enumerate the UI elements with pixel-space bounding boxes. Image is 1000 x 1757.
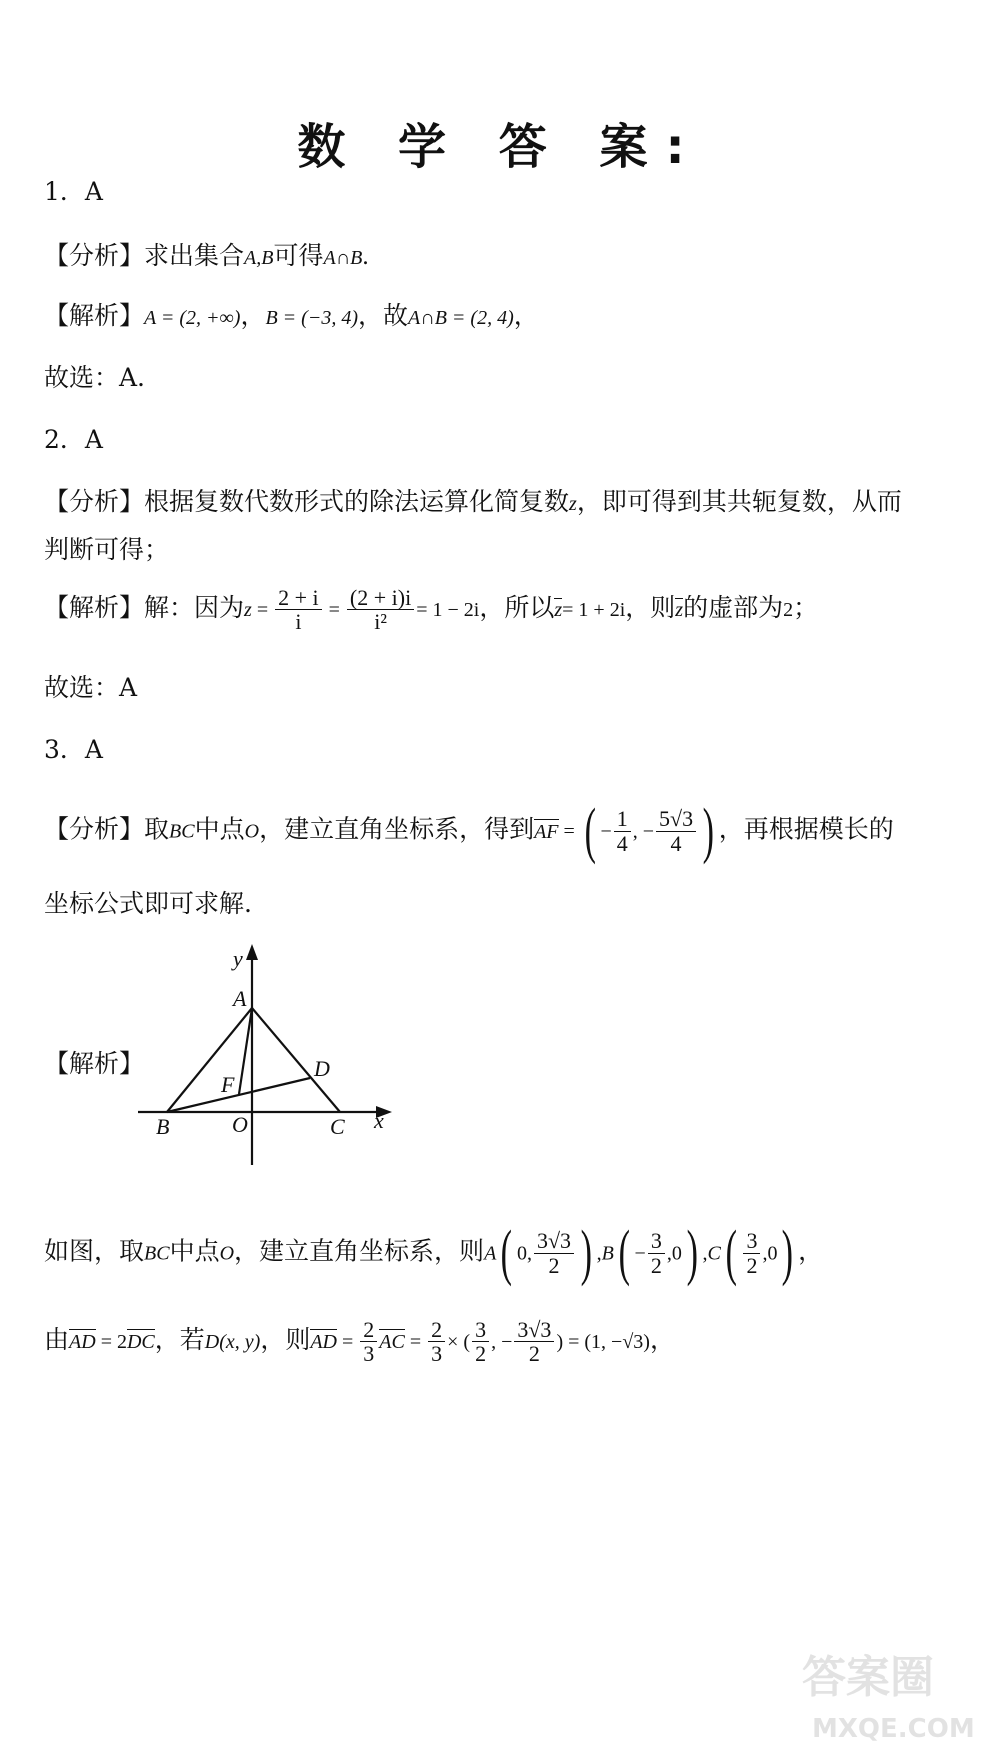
label-A: A — [233, 986, 247, 1011]
q2-ze: ，则 — [625, 593, 676, 623]
q2-analysis-line1 — [44, 482, 902, 518]
q2-solution: 【解析】解：因为z = $\frac{2 + i}{i}$ = $\frac{(2 + i)i}{\text{i²}}$ = 1 − 2i，所以z= 1 + 2i，则z的虚部为2； — [44, 585, 819, 635]
q1-analysis-text: 求出集合 — [144, 241, 245, 270]
q3-pA-y: $\frac{3√3}{2}$ — [534, 1229, 574, 1276]
q3-point-D: D(x, y) — [204, 1331, 261, 1354]
page-title: 数 学 答 案: — [297, 119, 703, 175]
label-D: D — [314, 1056, 330, 1081]
q2-analysis-label: 【分析】 — [44, 487, 145, 516]
q1-solution-label: 【解析】 — [44, 301, 145, 330]
q1-choice: 故选：A. — [44, 363, 146, 392]
q2-imag-val: 2 — [783, 599, 794, 622]
q1-solution-B: B = (−3, 4) — [265, 307, 358, 329]
triangle-coordinate-figure — [130, 940, 410, 1170]
q2-fraction-1: $\frac{2 + i}{i}$ — [275, 586, 322, 633]
watermark-logo — [782, 1637, 982, 1747]
q1-analysis-text2: 可得 — [273, 241, 324, 270]
q2-solution-pre: 解：因为 — [144, 593, 245, 623]
q3-af-x: $\frac{1}{4}$ — [614, 807, 631, 854]
svg-text:MXQE.COM: MXQE.COM — [812, 1714, 975, 1744]
q2-analysis-text-b: ，即可得到其共轭复数，从而 — [576, 487, 902, 516]
q3-pC-x: $\frac{3}{2}$ — [743, 1229, 760, 1276]
q3-vector-DC: DC — [126, 1331, 155, 1354]
svg-text:答案圈: 答案圈 — [802, 1652, 934, 1703]
label-y: y — [233, 946, 243, 971]
q2-choice: 故选：A — [44, 673, 138, 702]
label-B: B — [156, 1114, 170, 1139]
q1-analysis-sets: A,B — [244, 247, 274, 269]
label-F: F — [221, 1072, 235, 1097]
q3-solution-line2: 由AD = 2DC，若D(x, y)，则AD = $\frac{2}{3}$ AC = $\frac{2}{3}$ × ( $\frac{3}{2}$ , − $\frac{3√3}{2}$ ) = (1, −√3)， — [44, 1317, 675, 1367]
label-O: O — [232, 1112, 248, 1137]
q1-solution-gu: 故 — [383, 301, 409, 330]
q1-analysis-result: A∩B — [323, 247, 363, 269]
q2-conj: = 1 + 2i — [562, 599, 626, 622]
q2-imag-text: 的虚部为 — [683, 593, 784, 623]
q1-solution-A: A = (2, +∞) — [144, 307, 241, 329]
q3-calc-result: = (1, −√3) — [568, 1331, 650, 1354]
q3-af-y: $\frac{5√3}{4}$ — [656, 807, 696, 854]
q2-fraction-2: $\frac{(2 + i)i}{\text{i²}}$ — [347, 586, 414, 633]
q3-analysis-line1: 【分析】取BC中点O，建立直角坐标系，得到AF = ( − $\frac{1}{4}$ , − $\frac{5√3}{4}$ ) ，再根据模长的 — [44, 797, 894, 865]
side-AB — [167, 1008, 252, 1112]
q2-answer: 2．A — [44, 425, 103, 454]
segment-BD — [167, 1078, 310, 1112]
q2-z: z — [244, 599, 252, 622]
y-axis-arrow — [246, 944, 258, 960]
q2-analysis-var: z — [569, 493, 577, 515]
q3-vector-AF: AF — [534, 820, 559, 843]
q3-pB-x: $\frac{3}{2}$ — [648, 1229, 665, 1276]
q2-result: = 1 − 2i — [416, 599, 480, 622]
label-C: C — [330, 1114, 345, 1139]
q1-answer: 1．A — [44, 177, 103, 206]
q1-analysis-label: 【分析】 — [44, 241, 145, 270]
label-x: x — [374, 1108, 384, 1133]
q2-suoyi: ，所以 — [479, 593, 555, 623]
q2-solution-label: 【解析】 — [44, 593, 145, 623]
q2-analysis-text: 根据复数代数形式的除法运算化简复数 — [144, 487, 570, 516]
q2-zbar: z — [554, 599, 563, 622]
q2-analysis-line2: 判断可得； — [44, 535, 170, 564]
q1-analysis-end: . — [362, 243, 369, 270]
q3-analysis-line2: 坐标公式即可求解. — [44, 889, 252, 918]
q3-vector-AD: AD — [69, 1331, 96, 1354]
q1-analysis — [44, 236, 369, 272]
q3-solution-label: 【解析】 — [44, 1049, 145, 1078]
q3-vector-AC: AC — [379, 1331, 405, 1354]
q3-solution-line1: 如图，取BC中点O，建立直角坐标系，则A( 0, $\frac{3√3}{2}$ ) ,B( − $\frac{3}{2}$ ,0) ,C( $\frac{3}{2}$ ,0) ， — [44, 1219, 824, 1287]
q1-solution-result: A∩B = (2, 4) — [408, 307, 514, 329]
q3-analysis-label: 【分析】 — [44, 814, 145, 844]
q2-zbar-2: z — [675, 599, 684, 622]
q1-solution: 【解析】A = (2, +∞)，B = (−3, 4)，故A∩B = (2, 4)， — [44, 301, 539, 330]
q3-answer: 3．A — [44, 735, 103, 764]
